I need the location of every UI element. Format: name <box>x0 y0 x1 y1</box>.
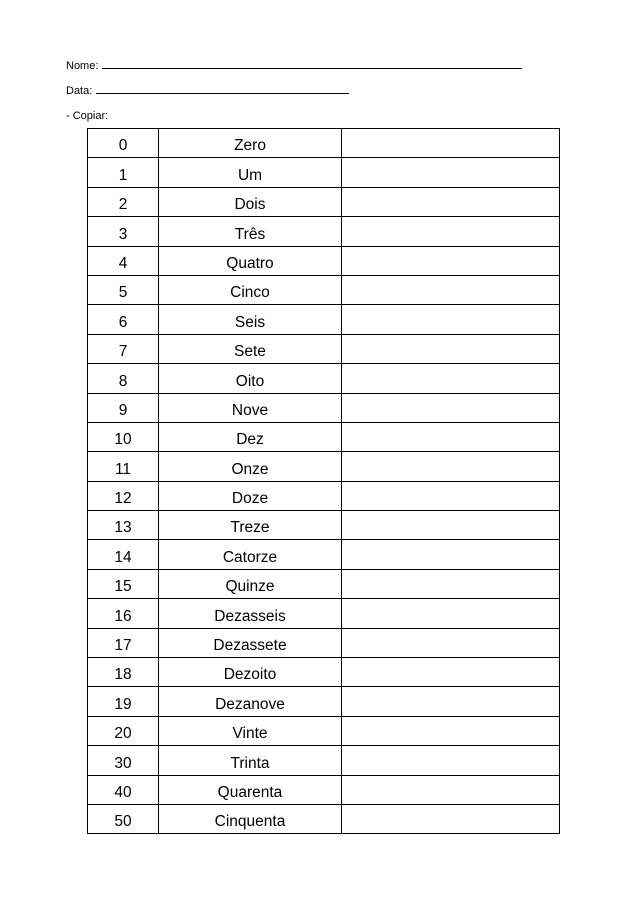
table-row <box>88 599 560 628</box>
word-cell: Quinze <box>159 569 342 598</box>
copy-cell[interactable] <box>342 746 560 775</box>
copy-cell[interactable] <box>342 305 560 334</box>
number-cell: 16 <box>88 599 159 628</box>
copiar-instruction: - Copiar: <box>66 110 109 122</box>
nome-field <box>66 58 522 73</box>
word-cell: Onze <box>159 452 342 481</box>
word-cell: Treze <box>159 511 342 540</box>
number-cell: 14 <box>88 540 159 569</box>
number-cell: 0 <box>88 129 159 158</box>
number-cell: 4 <box>88 246 159 275</box>
word-cell: Dezoito <box>159 658 342 687</box>
data-blank-line[interactable] <box>96 83 349 94</box>
copy-cell[interactable] <box>342 452 560 481</box>
table-row <box>88 628 560 657</box>
word-cell: Um <box>159 158 342 187</box>
word-cell: Zero <box>159 129 342 158</box>
word-cell: Trinta <box>159 746 342 775</box>
word-cell: Quarenta <box>159 775 342 804</box>
number-cell: 12 <box>88 481 159 510</box>
table-row <box>88 540 560 569</box>
copy-cell[interactable] <box>342 187 560 216</box>
table-row <box>88 158 560 187</box>
copy-cell[interactable] <box>342 158 560 187</box>
table-body <box>88 129 560 834</box>
table-row <box>88 275 560 304</box>
number-cell: 15 <box>88 569 159 598</box>
copy-cell[interactable] <box>342 599 560 628</box>
number-cell: 6 <box>88 305 159 334</box>
number-cell: 11 <box>88 452 159 481</box>
number-cell: 5 <box>88 275 159 304</box>
data-field <box>66 83 349 98</box>
number-cell: 20 <box>88 716 159 745</box>
word-cell: Dez <box>159 422 342 451</box>
word-cell: Seis <box>159 305 342 334</box>
word-cell: Dezanove <box>159 687 342 716</box>
copy-cell[interactable] <box>342 775 560 804</box>
word-cell: Três <box>159 217 342 246</box>
copy-cell[interactable] <box>342 246 560 275</box>
number-cell: 9 <box>88 393 159 422</box>
word-cell: Cinco <box>159 275 342 304</box>
word-cell: Vinte <box>159 716 342 745</box>
table-row <box>88 658 560 687</box>
copy-cell[interactable] <box>342 334 560 363</box>
copy-cell[interactable] <box>342 628 560 657</box>
number-cell: 10 <box>88 422 159 451</box>
word-cell: Quatro <box>159 246 342 275</box>
table-row <box>88 775 560 804</box>
word-cell: Cinquenta <box>159 804 342 833</box>
table-row <box>88 334 560 363</box>
copy-cell[interactable] <box>342 716 560 745</box>
copy-cell[interactable] <box>342 217 560 246</box>
numbers-words-table <box>87 128 560 834</box>
copy-cell[interactable] <box>342 275 560 304</box>
copy-cell[interactable] <box>342 481 560 510</box>
number-cell: 2 <box>88 187 159 216</box>
number-cell: 19 <box>88 687 159 716</box>
copy-cell[interactable] <box>342 687 560 716</box>
table-row <box>88 804 560 833</box>
copy-cell[interactable] <box>342 540 560 569</box>
table-row <box>88 187 560 216</box>
number-cell: 18 <box>88 658 159 687</box>
copy-cell[interactable] <box>342 393 560 422</box>
table-row <box>88 129 560 158</box>
number-cell: 13 <box>88 511 159 540</box>
table-row <box>88 511 560 540</box>
table-row <box>88 305 560 334</box>
number-cell: 50 <box>88 804 159 833</box>
copy-cell[interactable] <box>342 511 560 540</box>
table-row <box>88 746 560 775</box>
word-cell: Sete <box>159 334 342 363</box>
number-cell: 8 <box>88 364 159 393</box>
number-cell: 40 <box>88 775 159 804</box>
data-label: Data: <box>66 85 93 97</box>
copy-cell[interactable] <box>342 658 560 687</box>
number-cell: 1 <box>88 158 159 187</box>
table-row <box>88 217 560 246</box>
number-cell: 3 <box>88 217 159 246</box>
copy-cell[interactable] <box>342 569 560 598</box>
number-cell: 30 <box>88 746 159 775</box>
word-cell: Catorze <box>159 540 342 569</box>
nome-label: Nome: <box>66 60 99 72</box>
table-row <box>88 481 560 510</box>
copy-cell[interactable] <box>342 129 560 158</box>
copy-cell[interactable] <box>342 804 560 833</box>
number-cell: 17 <box>88 628 159 657</box>
copy-cell[interactable] <box>342 364 560 393</box>
number-cell: 7 <box>88 334 159 363</box>
word-cell: Dezassete <box>159 628 342 657</box>
word-cell: Oito <box>159 364 342 393</box>
copy-cell[interactable] <box>342 422 560 451</box>
table-row <box>88 422 560 451</box>
table-row <box>88 569 560 598</box>
table-row <box>88 716 560 745</box>
table-row <box>88 364 560 393</box>
table-row <box>88 452 560 481</box>
nome-blank-line[interactable] <box>102 58 522 69</box>
word-cell: Doze <box>159 481 342 510</box>
word-cell: Dois <box>159 187 342 216</box>
table-row <box>88 393 560 422</box>
table-row <box>88 687 560 716</box>
table-row <box>88 246 560 275</box>
word-cell: Dezasseis <box>159 599 342 628</box>
word-cell: Nove <box>159 393 342 422</box>
